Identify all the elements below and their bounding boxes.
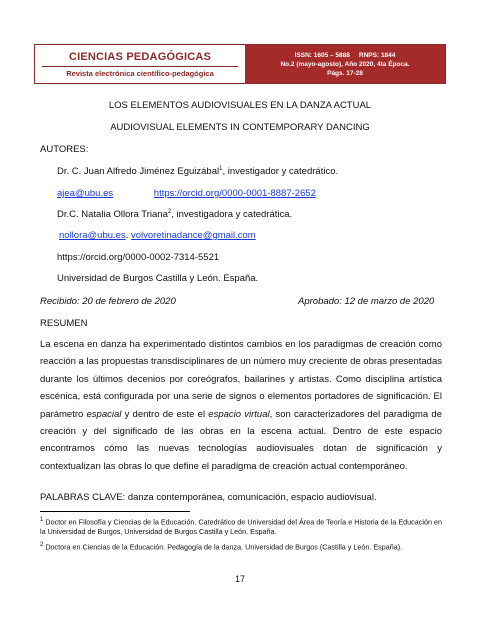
abstract-emphasis-virtual: espacio virtual bbox=[208, 408, 270, 420]
footnote-2-text: Doctora en Ciencias de la Educación. Pedagogía de la danza. Universidad de Burgos (Castilla y León. España). bbox=[43, 542, 403, 552]
abstract-emphasis-spatial: espacial bbox=[86, 408, 122, 420]
footnote-2-number: 2 bbox=[40, 542, 44, 548]
abstract-text-2: y dentro de este el bbox=[121, 408, 209, 420]
pages-line: Págs. 17-28 bbox=[327, 69, 363, 77]
abstract-text-3: , son caracterizadores del paradigma de creación y del significado de las obras en la escena actual. Dentro de este espacio encontramos cómo las nuevas tecnologías audiovisuales dotan de significación y contextualizan las obras lo que define el paradigma de creación actual contemporáneo. bbox=[40, 408, 442, 472]
approved-date: Aprobado: 12 de marzo de 2020 bbox=[298, 296, 435, 307]
title-english: AUDIOVISUAL ELEMENTS IN CONTEMPORARY DANCING bbox=[110, 122, 370, 133]
author2-footnote-marker[interactable]: 2 bbox=[167, 209, 172, 215]
author2-orcid: https://orcid.org/0000-0002-7314-5521 bbox=[57, 252, 220, 263]
author1-contacts bbox=[57, 188, 316, 199]
received-date: Recibido: 20 de febrero de 2020 bbox=[40, 296, 176, 307]
author2-second-email-link[interactable]: volvoretinadance@gmail.com bbox=[130, 230, 256, 241]
keywords-line bbox=[40, 492, 377, 503]
author1-role: , investigador y catedrático. bbox=[222, 166, 339, 178]
author2-emails bbox=[59, 230, 256, 241]
author2-line bbox=[57, 209, 292, 220]
author2-name: Dr.C. Natalia Ollora Triana bbox=[57, 209, 168, 221]
author2-email-link[interactable]: nollora@ubu.es bbox=[59, 230, 126, 241]
title-spanish: LOS ELEMENTOS AUDIOVISUALES EN LA DANZA ACTUAL bbox=[108, 100, 372, 111]
footnote-2 bbox=[40, 541, 442, 552]
author1-name: Dr. C. Juan Alfredo Jiménez Eguizábal bbox=[57, 166, 220, 178]
author1-footnote-marker[interactable]: 1 bbox=[219, 166, 223, 172]
journal-header-left bbox=[35, 45, 245, 83]
journal-issue-box bbox=[245, 45, 445, 83]
author1-orcid-link[interactable]: https://orcid.org/0000-0001-8887-2652 bbox=[153, 188, 316, 199]
authors-label: AUTORES: bbox=[40, 144, 89, 155]
footnote-1 bbox=[40, 516, 442, 536]
footnote-1-number: 1 bbox=[40, 517, 44, 523]
issue-line: No.2 (mayo-agosto), Año 2020, 4ta Época. bbox=[280, 60, 410, 68]
footnote-separator bbox=[40, 511, 190, 512]
keywords-text: danza contemporánea, comunicación, espacio audiovisual. bbox=[125, 492, 377, 503]
abstract-text-1: La escena en danza ha experimentado distintos cambios en los paradigmas de creación como reacción a las propuestas transdisciplinares de un número muy creciente de obras presentadas durante los últimos decenios por coreógrafos, bailarines y artistas. Como disciplina artística escénica, está configurada por una serie de signos o elementos portadores de significación. El parámetro bbox=[40, 339, 442, 420]
author1-line bbox=[57, 166, 338, 177]
page-number: 17 bbox=[234, 574, 245, 584]
journal-title-rule bbox=[42, 66, 238, 67]
footnote-1-text: Doctor en Filosofía y Ciencias de la Educación. Catedrático de Universidad del Área de Teoría e Historia de la Educación en la Universidad de Burgos, Universidad de Burgos Castilla y León. España. bbox=[40, 517, 442, 536]
journal-subtitle: Revista electrónica científico-pedagógica bbox=[66, 68, 214, 78]
journal-header bbox=[34, 44, 446, 84]
university-line: Universidad de Burgos Castilla y León. España. bbox=[57, 273, 259, 284]
abstract-paragraph bbox=[40, 336, 442, 475]
author2-role: , investigadora y catedrática. bbox=[171, 209, 293, 221]
author2-email-separator: . bbox=[125, 230, 131, 241]
journal-title: CIENCIAS PEDAGÓGICAS bbox=[68, 50, 212, 63]
resumen-heading: RESUMEN bbox=[40, 318, 88, 329]
issn-line: ISSN: 1605 – 5888 RNPS: 1844 bbox=[294, 51, 396, 59]
keywords-label: PALABRAS CLAVE: bbox=[40, 492, 126, 503]
author1-email-link[interactable]: ajea@ubu.es bbox=[57, 188, 114, 199]
